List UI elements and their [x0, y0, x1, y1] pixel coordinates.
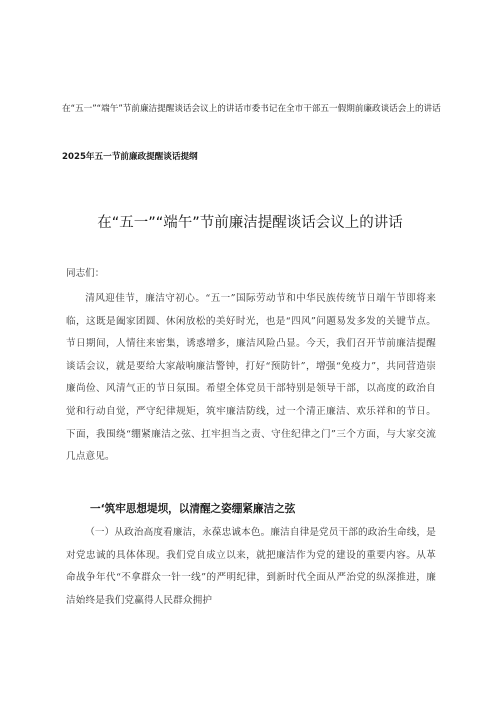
- section-heading: 一‘筑牢思想堤坝，以清醒之姿绷紧廉洁之弦: [90, 503, 296, 515]
- salutation: 同志们：: [66, 268, 105, 279]
- speech-title: 在“五一”“端午”节前廉洁提醒谈话会议上的讲话: [97, 215, 403, 231]
- document-list-subtitle: 2025年五一节前廉政提醒谈话提纲: [62, 152, 198, 162]
- body-paragraph: （一）从政治高度看廉洁，永葆忠诚本色。廉洁自律是党员干部的政治生命线，是对党忠诚的具体体现。我们党自成立以来，就把廉洁作为党的建设的重要内容。从革命战争年代“不拿群众一针一线”的严明纪律，到新时代全面从严治党的纵深推进，廉洁始终是我们党赢得人民群众拥护: [66, 527, 436, 606]
- opening-paragraph: 清风迎佳节，廉洁守初心。“五一”国际劳动节和中华民族传统节日端午节即将来临，这既是阖家团圆、休闲放松的美好时光，也是“四风”问题易发多发的关键节点。节日期间，人情往来密集，诱惑增多，廉洁风险凸显。今天，我们召开节前廉洁提醒谈话会议，就是要给大家敲响廉洁警钟，打好“预防针”，增强“免疫力”，共同营造崇廉尚俭、风清气正的节日氛围。希望全体党员干部特别是领导干部，以高度的政治自觉和行动自觉，严守纪律规矩，筑牢廉洁防线，过一个清正廉洁、欢乐祥和的节日。下面，我围绕“绷紧廉洁之弦、扛牢担当之责、守住纪律之门”三个方面，与大家交流几点意见。: [66, 293, 436, 463]
- document-list-title: 在“五一”“端午”节前廉洁提醒谈话会议上的讲话市委书记在全市干部五一假期前廉政谈话会上的讲话: [62, 104, 441, 114]
